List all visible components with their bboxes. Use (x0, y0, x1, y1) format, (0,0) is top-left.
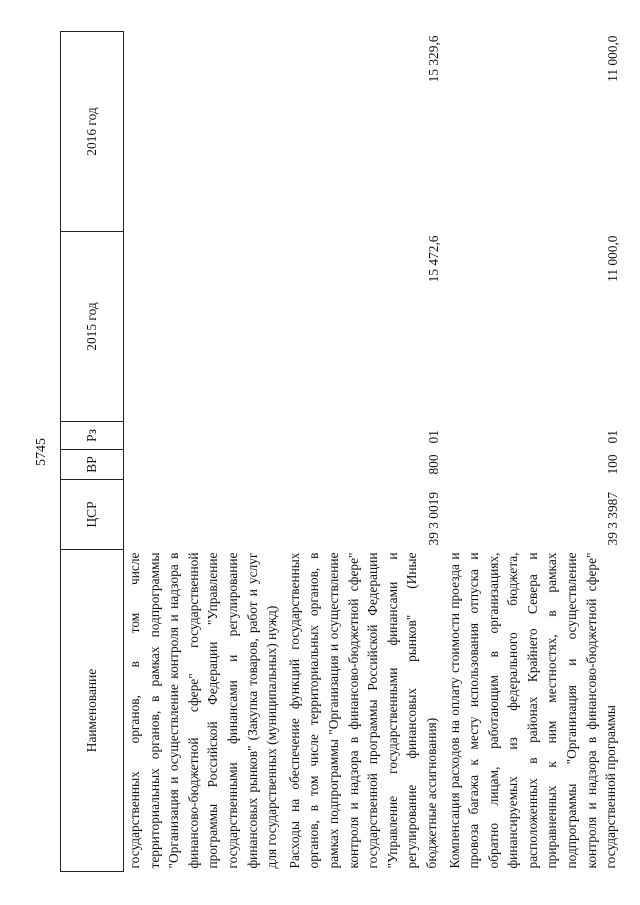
header-2015: 2015 год (61, 232, 124, 422)
header-2016: 2016 год (61, 32, 124, 232)
table-header-row (61, 32, 124, 872)
row-name: государственных органов, в том числе территориальных органов, в рамках подпрограммы "Организация и осуществление контроля и надзора в финансово-бюджетной сфере" государственной программы Российской Федерации "Управление государственными финансами и регулирование финансовых рынков" (Закупка товаров, работ и услуг для государственных (муниципальных) нужд) (127, 552, 280, 869)
row-2015: 15 472,6 (425, 235, 441, 283)
table-row (444, 32, 623, 872)
header-rz: Рз (61, 422, 124, 450)
budget-table (60, 31, 623, 872)
row-csr: 39 3 3987 (605, 491, 621, 546)
row-csr (124, 480, 284, 550)
row-vr (124, 450, 284, 480)
row-rz: 01 (605, 430, 621, 444)
row-rz: 01 (425, 430, 441, 444)
row-2015 (124, 232, 284, 422)
row-name: Компенсация расходов на оплату стоимости проезда и провоза багажа к месту использования отпуска и обратно лицам, работающим в организациях, финансируемых из федерального бюджета, расположенных в районах Крайнего Севера и приравненных к ним местностях, в рамках подпрограммы "Организация и осуществление контроля и надзора в финансово-бюджетной сфере" государственной программы (446, 552, 619, 869)
row-csr: 39 3 0019 (425, 491, 441, 546)
page-number: 5745 (34, 438, 49, 466)
budget-table-page (60, 32, 621, 872)
header-csr: ЦСР (61, 480, 124, 550)
row-2016: 15 329,6 (425, 35, 441, 83)
row-2015: 11 000,0 (605, 235, 621, 282)
header-name: Наименование (61, 550, 124, 872)
table-row (124, 32, 284, 872)
row-vr: 100 (605, 454, 621, 475)
row-2016 (124, 32, 284, 232)
row-name: Расходы на обеспечение функций государственных органов, в том числе территориальных органов, в рамках подпрограммы "Организация и осуществление контроля и надзора в финансово-бюджетной сфере" государственной программы Российской Федерации "Управление государственными финансами и регулирование финансовых рынков" (Иные бюджетные ассигнования) (286, 552, 439, 869)
row-2016: 11 000,0 (605, 35, 621, 82)
row-rz (124, 422, 284, 450)
row-vr: 800 (425, 454, 441, 475)
header-vr: ВР (61, 450, 124, 480)
table-row (284, 32, 444, 872)
